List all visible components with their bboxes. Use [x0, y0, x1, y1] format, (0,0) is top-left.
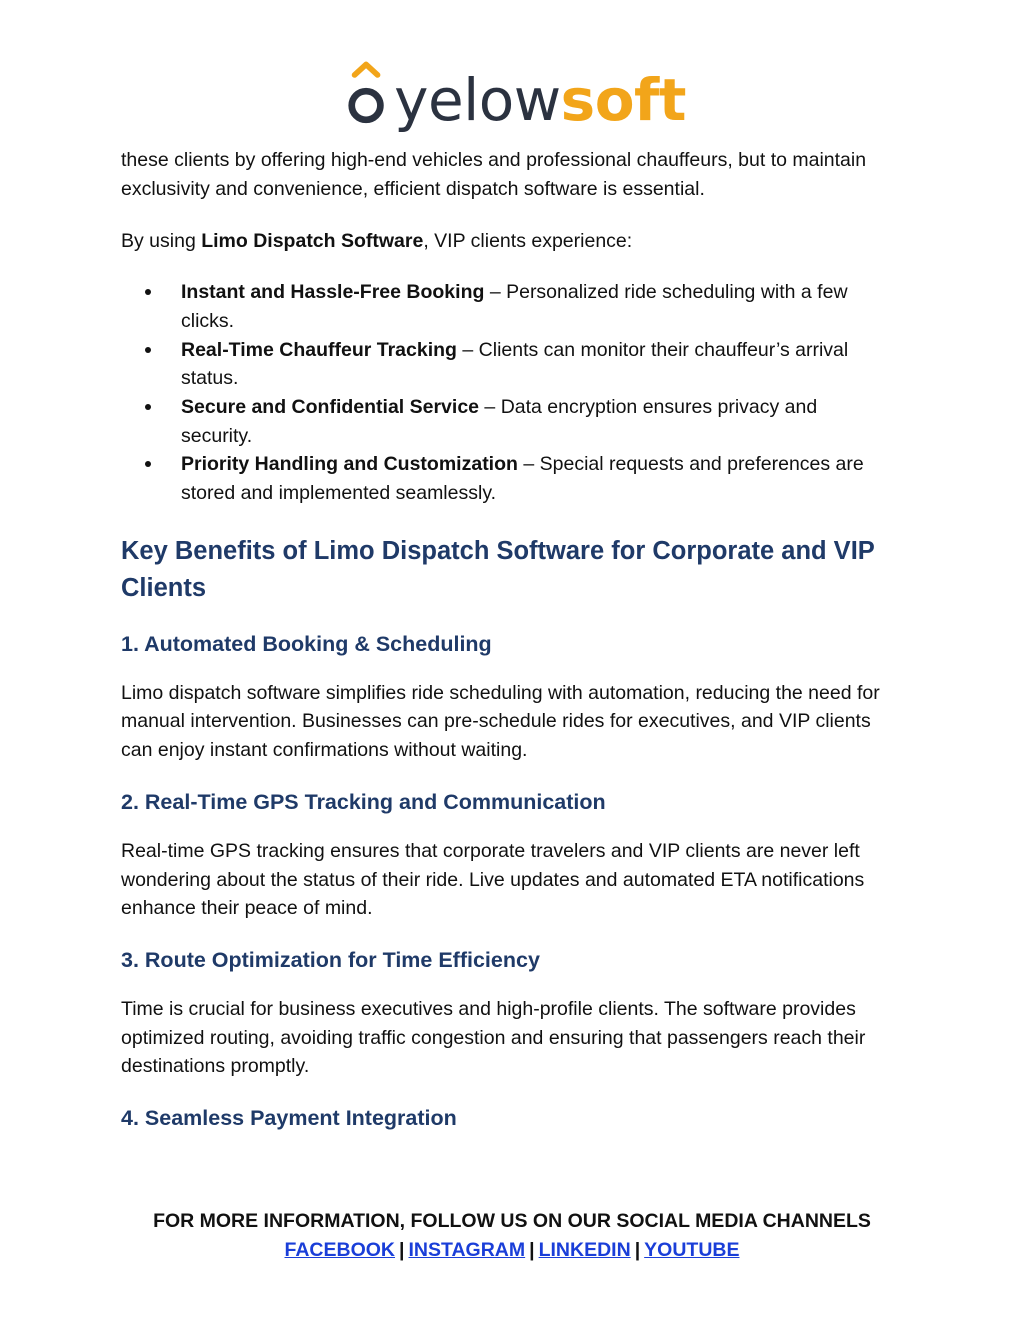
list-item-bold: Secure and Confidential Service: [181, 395, 480, 418]
using-prefix: By using: [121, 230, 202, 253]
footer-separator: |: [529, 1238, 535, 1261]
section-title-gps-tracking: 2. Real-Time GPS Tracking and Communication: [121, 789, 606, 814]
section-title-route-optimization: 3. Route Optimization for Time Efficiency: [121, 947, 540, 972]
list-item-bold: Instant and Hassle-Free Booking: [181, 281, 485, 304]
document-body: [121, 146, 891, 1133]
facebook-link[interactable]: FACEBOOK: [284, 1238, 396, 1261]
list-item-text: – Personalized ride scheduling with a few clicks.: [181, 281, 848, 332]
instagram-link[interactable]: INSTAGRAM: [408, 1238, 526, 1261]
footer-separator: |: [399, 1238, 405, 1261]
using-bold: Limo Dispatch Software: [201, 230, 424, 253]
list-item-text: – Data encryption ensures privacy and security.: [181, 395, 818, 447]
section-body-route-optimization: Time is crucial for business executives and high-profile clients. The software provides optimized routing, avoiding traffic congestion and ensuring that passengers reach their destinations promptly.: [121, 997, 866, 1078]
logo-text-soft: soft: [560, 66, 686, 134]
list-item: [121, 393, 891, 450]
youtube-link[interactable]: YOUTUBE: [644, 1238, 740, 1261]
bullet-icon: [145, 461, 151, 467]
using-suffix: , VIP clients experience:: [423, 230, 633, 253]
key-benefits-heading: Key Benefits of Limo Dispatch Software for Corporate and VIP Clients: [121, 536, 875, 602]
footer-cta: FOR MORE INFORMATION, FOLLOW US ON OUR SOCIAL MEDIA CHANNELS: [153, 1210, 871, 1232]
benefits-list: [121, 278, 891, 508]
list-item: [121, 450, 891, 507]
list-item-text: – Clients can monitor their chauffeur’s arrival status.: [181, 338, 849, 390]
bullet-icon: [145, 289, 151, 295]
list-item: [121, 336, 891, 393]
yelowsoft-logo: [346, 54, 686, 134]
section-title-payment-integration: 4. Seamless Payment Integration: [121, 1106, 457, 1131]
logo-mark-icon: [346, 60, 386, 130]
intro-paragraph: these clients by offering high-end vehicles and professional chauffeurs, but to maintain exclusivity and convenience, efficient dispatch software is essential.: [121, 149, 867, 200]
using-paragraph: [121, 227, 891, 256]
logo-wordmark: [394, 66, 686, 134]
logo-text-yelow: yelow: [394, 66, 561, 134]
footer: [0, 1207, 1024, 1264]
list-item-bold: Real-Time Chauffeur Tracking: [181, 338, 457, 361]
footer-separator: |: [634, 1238, 641, 1261]
list-item: [121, 278, 891, 335]
section-title-automated-booking: 1. Automated Booking & Scheduling: [121, 631, 492, 656]
linkedin-link[interactable]: LINKEDIN: [538, 1238, 631, 1261]
list-item-bold: Priority Handling and Customization: [181, 453, 518, 476]
bullet-icon: [145, 404, 151, 410]
footer-social-links: [0, 1236, 1024, 1265]
list-item-text: – Special requests and preferences are stored and implemented seamlessly.: [181, 453, 864, 505]
section-body-gps-tracking: Real-time GPS tracking ensures that corporate travelers and VIP clients are never left wondering about the status of their ride. Live updates and automated ETA notifications enhance their peace of mind.: [121, 839, 865, 920]
section-body-automated-booking: Limo dispatch software simplifies ride scheduling with automation, reducing the need for manual intervention. Businesses can pre-schedule rides for executives, and VIP clients can enjoy instant confirmations without waiting.: [121, 681, 880, 762]
bullet-icon: [145, 347, 151, 353]
